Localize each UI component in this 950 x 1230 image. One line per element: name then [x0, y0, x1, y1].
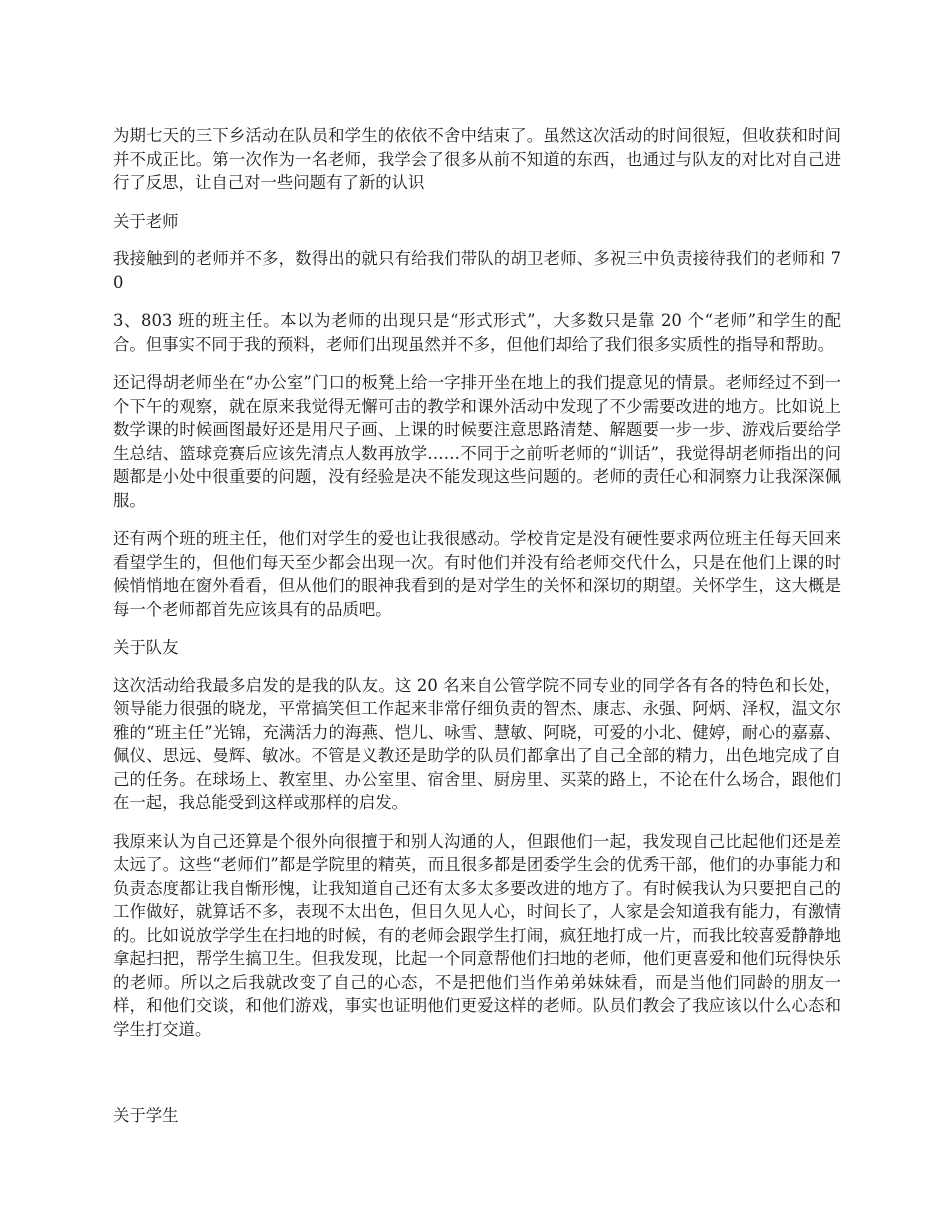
section-heading-teammates: 关于队友	[113, 638, 179, 657]
paragraph-teachers-1: 我接触到的老师并不多，数得出的就只有给我们带队的胡卫老师、多祝三中负责接待我们的老师和 70	[113, 249, 841, 292]
paragraph-teachers-4: 还有两个班的班主任，他们对学生的爱也让我很感动。学校肯定是没有硬性要求两位班主任每天回来看望学生的，但他们每天至少都会出现一次。有时他们并没有给老师交代什么，只是在他们上课的时候悄悄地在窗外看看，但从他们的眼神我看到的是对学生的关怀和深切的期望。关怀学生，这大概是每一个老师都首先应该具有的品质吧。	[113, 529, 841, 619]
document-page	[113, 124, 841, 1142]
blank-space	[113, 1056, 841, 1104]
paragraph-teammates-2: 我原来认为自己还算是个很外向很擅于和别人沟通的人，但跟他们一起，我发现自己比起他们还是差太远了。这些“老师们”都是学院里的精英，而且很多都是团委学生会的优秀干部，他们的办事能力和负责态度都让我自惭形愧，让我知道自己还有太多太多要改进的地方了。有时候我认为只要把自己的工作做好，就算话不多，表现不太出色，但日久见人心，时间长了，人家是会知道我有能力，有激情的。比如说放学学生在扫地的时候，有的老师会跟学生打闹，疯狂地打成一片，而我比较喜爱静静地拿起扫把，帮学生搞卫生。但我发现，比起一个同意帮他们扫地的老师，他们更喜爱和他们玩得快乐的老师。所以之后我就改变了自己的心态，不是把他们当作弟弟妹妹看，而是当他们同龄的朋友一样，和他们交谈，和他们游戏，事实也证明他们更爱这样的老师。队员们教会了我应该以什么心态和学生打交道。	[113, 831, 841, 1039]
paragraph-teachers-2: 3、803 班的班主任。本以为老师的出现只是“形式形式”，大多数只是靠 20 个“老师”和学生的配合。但事实不同于我的预料，老师们出现虽然并不多，但他们却给了我们很多实质性的指导和帮助。	[113, 311, 841, 354]
paragraph-intro: 为期七天的三下乡活动在队员和学生的依依不舍中结束了。虽然这次活动的时间很短，但收获和时间并不成正比。第一次作为一名老师，我学会了很多从前不知道的东西，也通过与队友的对比对自己进行了反思，让自己对一些问题有了新的认识	[113, 126, 841, 192]
section-heading-teachers: 关于老师	[113, 211, 179, 231]
section-heading-students: 关于学生	[113, 1106, 179, 1125]
paragraph-teachers-3: 还记得胡老师坐在“办公室”门口的板凳上给一字排开坐在地上的我们提意见的情景。老师经过不到一个下午的观察，就在原来我觉得无懈可击的教学和课外活动中发现了不少需要改进的地方。比如说上数学课的时候画图最好还是用尺子画、上课的时候要注意思路清楚、解题要一步一步、游戏后要给学生总结、篮球竞赛后应该先清点人数再放学……不同于之前听老师的“训话”，我觉得胡老师指出的问题都是小处中很重要的问题，没有经验是决不能发现这些问题的。老师的责任心和洞察力让我深深佩服。	[113, 373, 841, 510]
paragraph-teammates-1: 这次活动给我最多启发的是我的队友。这 20 名来自公管学院不同专业的同学各有各的特色和长处，领导能力很强的晓龙，平常搞笑但工作起来非常仔细负责的智杰、康志、永强、阿炳、泽权，温文尔雅的“班主任”光锦，充满活力的海燕、恺儿、咏雪、慧敏、阿晓，可爱的小北、健婷，耐心的嘉嘉、佩仪、思远、曼辉、敏冰。不管是义教还是助学的队员们都拿出了自己全部的精力，出色地完成了自己的任务。在球场上、教室里、办公室里、宿舍里、厨房里、买菜的路上，不论在什么场合，跟他们在一起，我总能受到这样或那样的启发。	[113, 675, 841, 812]
